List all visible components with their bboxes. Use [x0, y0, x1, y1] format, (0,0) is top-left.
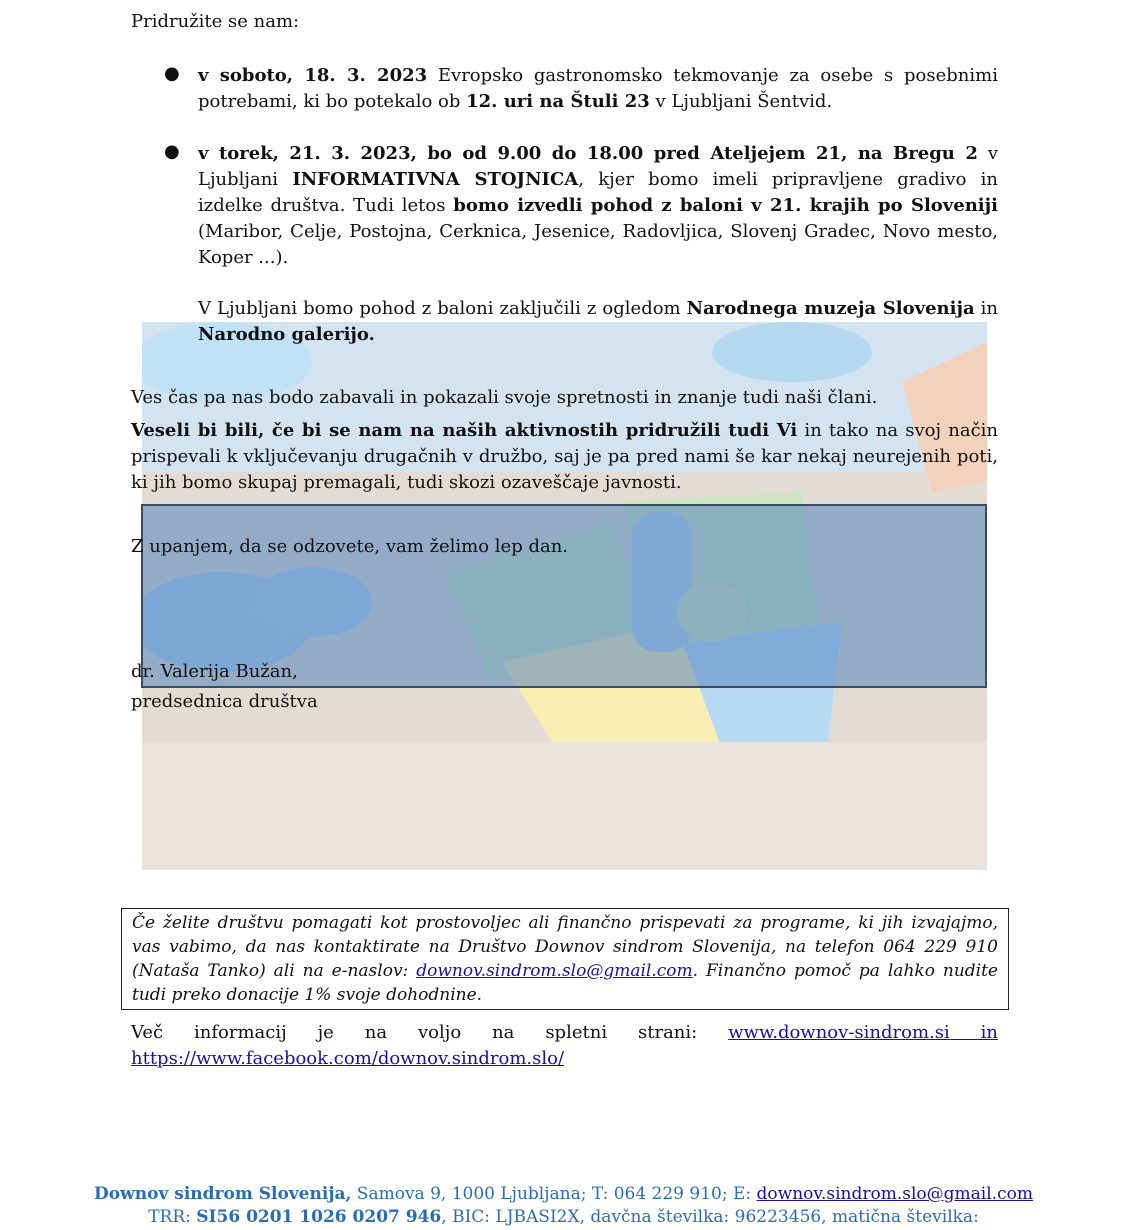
- signature-role: predsednica društva: [131, 691, 318, 712]
- bullet-item-1: v soboto, 18. 3. 2023 Evropsko gastronomsko tekmovanje za osebe s posebnimi potrebami, ki bo potekalo ob 12. uri na Štuli 23 v Ljubljani Šentvid.: [198, 65, 998, 112]
- bullet-item-2-paragraph: V Ljubljani bomo pohod z baloni zaključili z ogledom Narodnega muzeja Slovenija in Narodno galerijo.: [198, 298, 999, 345]
- bullet-marker: ●: [164, 141, 180, 162]
- intro-text: Pridružite se nam:: [131, 11, 300, 32]
- footer-email-link[interactable]: downov.sindrom.slo@gmail.com: [756, 1184, 1033, 1204]
- volunteer-info-box: Če želite društvu pomagati kot prostovoljec ali finančno prispevati za programe, ki jih izvajajmo, vas vabimo, da nas kontaktirate na Društvo Downov sindrom Slovenija, na telefon 064 229 910 (Nataša Tanko) ali na e-naslov: downov.sindrom.slo@gmail.com. Finančno pomoč pa lahko nudite tudi preko donacije 1% svoje dohodnine.: [121, 908, 1009, 1010]
- signature-name: dr. Valerija Bužan,: [131, 661, 298, 682]
- bullet-marker: ●: [164, 63, 180, 84]
- footer-bank: TRR: SI56 0201 1026 0207 946, BIC: LJBASI2X, davčna številka: 96223456, matična številka:: [148, 1207, 979, 1227]
- more-info-line: Več informacij je na voljo na spletni strani: www.downov-sindrom.si in: [131, 1022, 999, 1043]
- bullet-item-2: v torek, 21. 3. 2023, bo od 9.00 do 18.00 pred Ateljejem 21, na Bregu 2 v Ljubljani INFORMATIVNA STOJNICA, kjer bomo imeli pripravljene gradivo in izdelke društva. Tudi letos bomo izvedli pohod z baloni v 21. krajih po Sloveniji (Maribor, Celje, Postojna, Cerknica, Jesenice, Radovljica, Slovenj Gradec, Novo mesto, Koper ...).: [198, 143, 999, 268]
- closing-text: Z upanjem, da se odzovete, vam želimo lep dan.: [131, 536, 569, 557]
- email-link[interactable]: downov.sindrom.slo@gmail.com: [416, 961, 693, 981]
- website-link[interactable]: www.downov-sindrom.si: [728, 1022, 950, 1043]
- footer-address: Downov sindrom Slovenija, Samova 9, 1000 Ljubljana; T: 064 229 910; E: downov.sindrom.slo@gmail.com: [94, 1184, 1033, 1204]
- paragraph-invitation: Veseli bi bili, če bi se nam na naših aktivnostih pridružili tudi Vi in tako na svoj način prispevali k vključevanju drugačnih v družbo, saj je pa pred nami še kar nekaj neurejenih poti, ki jih bomo skupaj premagali, tudi skozi ozaveščaje javnosti.: [131, 420, 998, 493]
- paragraph-members: Ves čas pa nas bodo zabavali in pokazali svoje spretnosti in znanje tudi naši člani.: [131, 387, 878, 408]
- facebook-link[interactable]: https://www.facebook.com/downov.sindrom.slo/: [131, 1048, 565, 1069]
- facebook-link-line: [131, 1046, 564, 1072]
- website-link-suffix: in: [949, 1022, 999, 1043]
